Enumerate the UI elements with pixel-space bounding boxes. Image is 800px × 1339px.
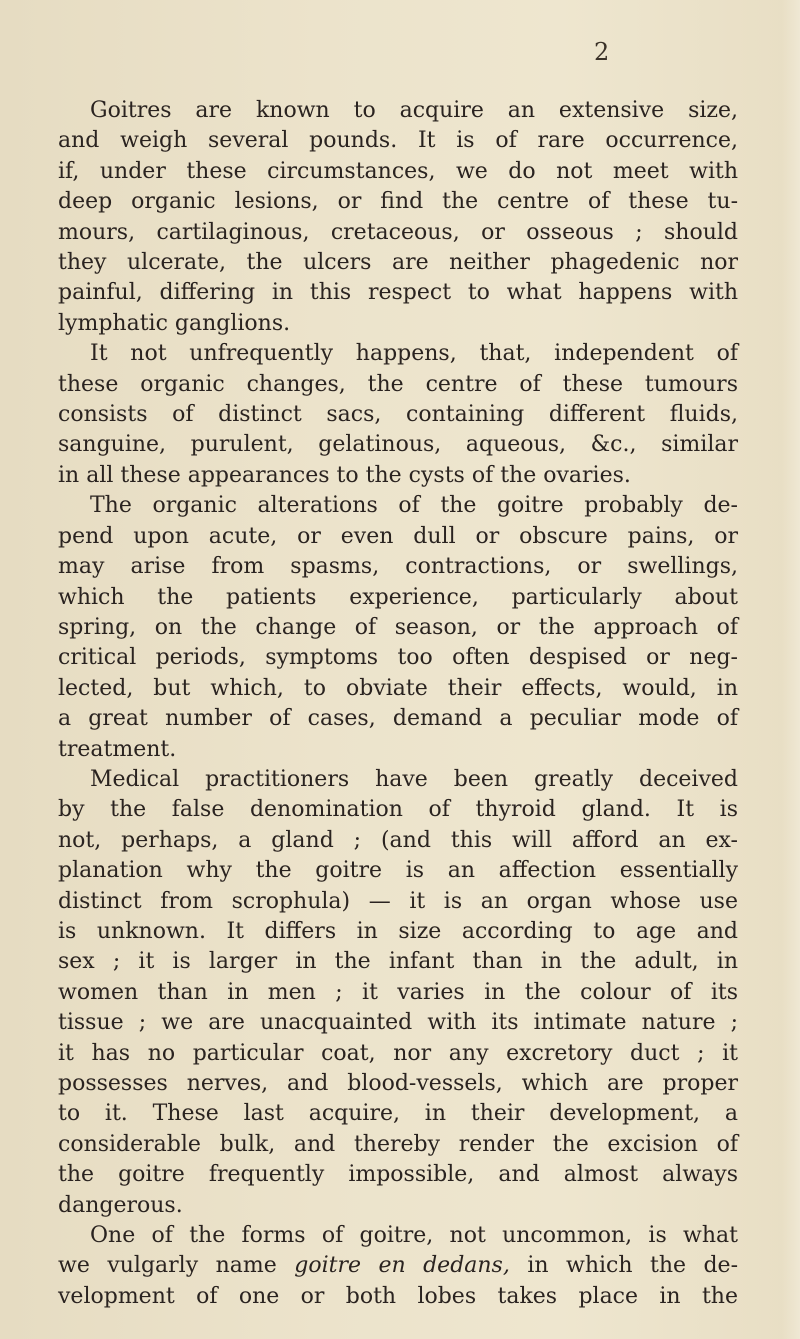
paragraph-5: [58, 1221, 738, 1312]
text-line: it has no particular coat, nor any excretory duct ; it: [58, 1040, 738, 1066]
text-line: treatment.: [58, 736, 177, 762]
text-line: and weigh several pounds. It is of rare occurrence,: [58, 128, 738, 154]
text-line-with-italic: [58, 1251, 738, 1281]
text-line: not, perhaps, a gland ; (and this will afford an ex-: [58, 827, 738, 853]
text-segment: in which the de-: [509, 1253, 739, 1279]
text-line: consists of distinct sacs, containing different fluids,: [58, 402, 738, 428]
text-line: dangerous.: [58, 1192, 183, 1218]
text-line: sanguine, purulent, gelatinous, aqueous, &c., similar: [58, 432, 738, 458]
text-line: which the patients experience, particularly about: [58, 584, 738, 610]
text-line: mours, cartilaginous, cretaceous, or osseous ; should: [58, 219, 738, 245]
text-line: Medical practitioners have been greatly deceived: [90, 766, 738, 792]
text-line: to it. These last acquire, in their development, a: [58, 1101, 738, 1127]
text-line: The organic alterations of the goitre probably de-: [90, 493, 738, 519]
text-line: It not unfrequently happens, that, independent of: [90, 341, 738, 367]
text-line: sex ; it is larger in the infant than in the adult, in: [58, 949, 738, 975]
text-line: distinct from scrophula) — it is an organ whose use: [58, 888, 738, 914]
text-line: critical periods, symptoms too often despised or neg-: [58, 645, 738, 671]
body-text: [58, 96, 738, 1312]
text-line: One of the forms of goitre, not uncommon, is what: [90, 1223, 738, 1249]
text-line: may arise from spasms, contractions, or swellings,: [58, 554, 738, 580]
text-line: planation why the goitre is an affection essentially: [58, 858, 738, 884]
text-line: pend upon acute, or even dull or obscure pains, or: [58, 523, 738, 549]
paragraph-4: [58, 765, 738, 1221]
text-line: women than in men ; it varies in the colour of its: [58, 979, 738, 1005]
text-line: possesses nerves, and blood-vessels, which are proper: [58, 1071, 738, 1096]
paragraph-2: [58, 339, 738, 491]
text-line: painful, differing in this respect to what happens with: [58, 280, 738, 306]
text-line: velopment of one or both lobes takes place in the: [58, 1283, 738, 1309]
text-line: spring, on the change of season, or the approach of: [58, 614, 738, 640]
text-line: considerable bulk, and thereby render the excision of: [58, 1131, 738, 1157]
page-edge: [782, 0, 800, 1339]
text-line: the goitre frequently impossible, and almost always: [58, 1162, 738, 1188]
text-line: deep organic lesions, or find the centre of these tu-: [58, 189, 738, 215]
text-line: lymphatic ganglions.: [58, 310, 291, 336]
paragraph-3: [58, 491, 738, 765]
text-line: these organic changes, the centre of these tumours: [58, 371, 738, 397]
text-line: if, under these circumstances, we do not meet with: [58, 158, 738, 184]
paragraph-1: [58, 96, 738, 339]
text-line: by the false denomination of thyroid gland. It is: [58, 797, 738, 823]
text-line: lected, but which, to obviate their effects, would, in: [58, 675, 738, 701]
text-line: Goitres are known to acquire an extensive size,: [90, 98, 738, 123]
text-line: in all these appearances to the cysts of the ovaries.: [58, 462, 631, 488]
text-segment: we vulgarly name: [58, 1253, 295, 1279]
text-line: tissue ; we are unacquainted with its intimate nature ;: [58, 1010, 738, 1036]
text-line: is unknown. It differs in size according to age and: [58, 918, 738, 944]
page-number: 2: [594, 38, 610, 66]
italic-term: goitre en dedans,: [294, 1253, 510, 1279]
text-line: they ulcerate, the ulcers are neither phagedenic nor: [58, 250, 738, 276]
text-line: a great number of cases, demand a peculiar mode of: [58, 706, 738, 732]
